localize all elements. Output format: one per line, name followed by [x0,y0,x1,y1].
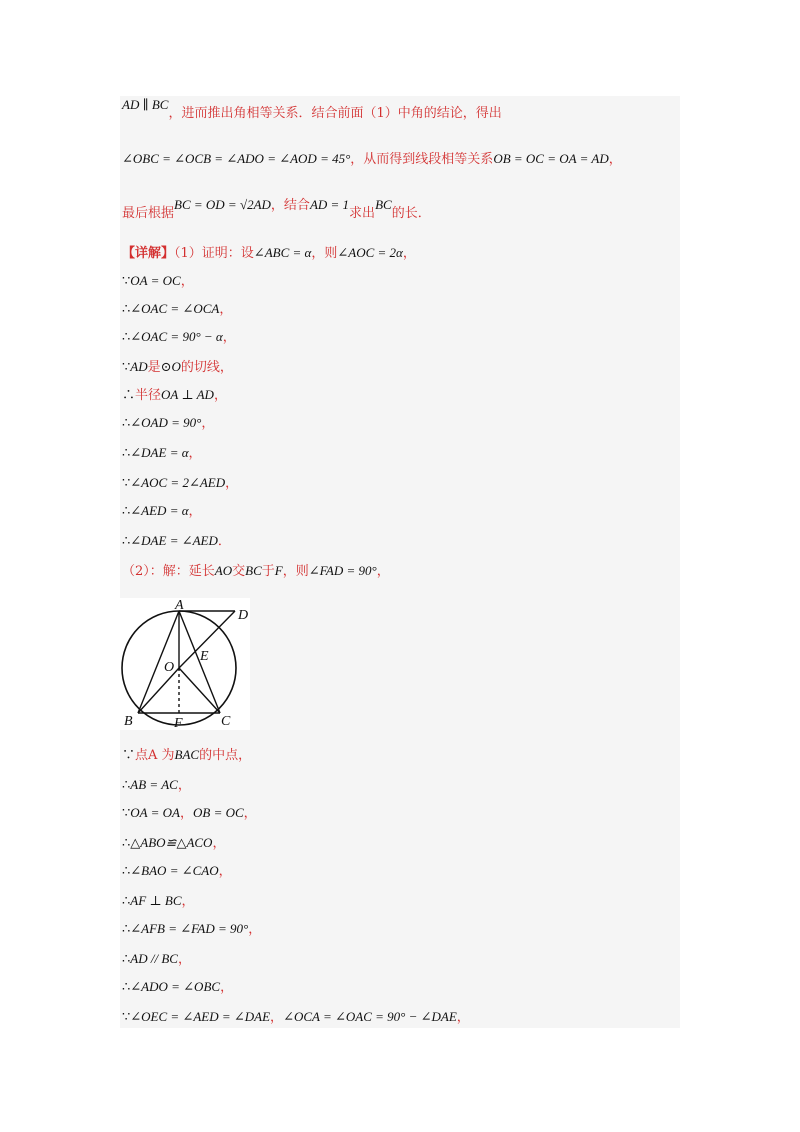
therefore-symbol: ∴ [122,416,131,431]
therefore-symbol: ∴ [122,778,131,793]
text: ，从而得到线段相等关系 [350,152,494,167]
text: ， [225,476,239,491]
math: ∠BAO = ∠CAO [130,863,219,878]
text: 半径 [135,388,162,403]
text: 于 [261,564,275,579]
math: ∠OAC = 90° − α [130,329,223,344]
label-d: D [238,608,249,623]
line-9 [122,386,227,405]
math: ∠AOC = 2α [337,245,403,260]
therefore-symbol: ∴ [122,952,131,967]
because-symbol: ∵ [122,806,131,821]
detail-tag: 【详解】 [122,246,175,261]
line-8 [122,358,233,377]
line-17 [122,776,191,795]
text: ， [201,416,215,431]
label-e: E [200,649,209,664]
text: ， [188,504,202,519]
text: ， [222,330,236,345]
therefore-symbol: ∴ [122,446,131,461]
line-2 [122,150,622,169]
math: ∠AFB = ∠FAD = 90° [130,921,249,936]
math: AD [130,359,148,374]
line-7 [122,328,236,347]
text: ， [188,446,202,461]
math-bc: BC [375,197,392,212]
text: （2）：解：延长 [122,564,215,579]
math: ∠ABC = α [253,245,312,260]
because-symbol: ∵ [122,748,136,763]
therefore-symbol: ∴ [122,836,131,851]
label-a: A [175,598,184,613]
line-20 [122,862,232,881]
line-18 [122,804,257,823]
math: AF ⊥ BC [130,893,182,908]
line-16 [122,746,251,765]
math-angle-equalities: ∠OBC = ∠OCB = ∠ADO = ∠AOD = 45° [122,151,351,166]
text: ， [179,806,193,821]
arc-bac: BAC [174,747,200,762]
therefore-symbol: ∴ [122,894,131,909]
therefore-symbol: ∴ [122,922,131,937]
line-11 [122,444,202,463]
math-ad-parallel-bc: AD ∥ BC [122,97,169,112]
text: 的中点， [199,748,252,763]
line-12 [122,474,238,493]
text: ， [456,1010,470,1025]
math: BC [245,563,262,578]
math: AD // BC [130,951,178,966]
text: 的切线， [180,360,233,375]
text: 点A 为 [135,748,175,763]
line-25 [122,1008,470,1027]
circle-diagram [120,598,250,730]
math: ∠OAC = ∠OCA [130,301,220,316]
math: OA ⊥ AD [161,387,214,402]
math: ∠ADO = ∠OBC [130,979,221,994]
math: ∠DAE = ∠AED [130,533,218,548]
because-symbol: ∵ [122,1010,131,1025]
math: F [274,563,283,578]
math-bc-od: BC = OD = √2AD [174,197,271,212]
line-14 [122,532,231,551]
because-symbol: ∵ [122,476,131,491]
text: ， [608,152,622,167]
text: ， [213,388,227,403]
line-21 [122,892,195,911]
text: ， [220,980,234,995]
text: ， [248,922,262,937]
circle-o: ⊙O [160,359,181,374]
line-5 [122,272,194,291]
text: ， [180,274,194,289]
therefore-symbol: ∴ [122,388,136,403]
line-3 [122,196,431,221]
line-4 [122,244,416,263]
text: ，结合 [270,198,310,213]
text: ， [177,952,191,967]
math: ∠AED = α [130,503,189,518]
text: ，则 [311,246,338,261]
text: 交 [232,564,246,579]
line-22 [122,920,261,939]
text: （1）证明：设 [174,246,254,261]
text: 是 [147,360,161,375]
therefore-symbol: ∴ [122,504,131,519]
text: ， [270,1010,284,1025]
line-1 [122,96,502,121]
text: ，则 [282,564,309,579]
math: △ABO≌△ACO [130,835,213,850]
text: ． [217,534,231,549]
because-symbol: ∵ [122,360,131,375]
because-symbol: ∵ [122,274,131,289]
line-10 [122,414,214,433]
segment-oc [179,668,220,713]
line-6 [122,300,232,319]
math: ∠OCA = ∠OAC = 90° − ∠DAE [283,1009,457,1024]
text: 最后根据 [122,206,175,221]
math: ∠DAE = α [130,445,189,460]
math: ∠OEC = ∠AED = ∠DAE [130,1009,271,1024]
math: ∠AOC = 2∠AED [130,475,226,490]
therefore-symbol: ∴ [122,980,131,995]
text: ， [177,778,191,793]
math-segment-equalities: OB = OC = OA = AD [493,151,609,166]
math: OB = OC [193,805,244,820]
text: ， [181,894,195,909]
math: OA = OC [130,273,181,288]
text: ， [219,302,233,317]
label-o: O [164,660,175,675]
line-13 [122,502,202,521]
math: ∠OAD = 90° [130,415,202,430]
math: ∠FAD = 90° [308,563,377,578]
label-f: F [174,716,183,730]
geometry-figure [120,598,250,730]
line-24 [122,978,233,997]
math: AO [214,563,233,578]
therefore-symbol: ∴ [122,330,131,345]
line-23 [122,950,191,969]
line-15 [122,562,390,581]
text: 求出 [349,206,376,221]
math: AB = AC [130,777,178,792]
text: 的长． [391,206,431,221]
text: ， [376,564,390,579]
text: ， [212,836,226,851]
math-ad-1: AD = 1 [309,197,350,212]
math: OA = OA [130,805,180,820]
therefore-symbol: ∴ [122,302,131,317]
therefore-symbol: ∴ [122,864,131,879]
therefore-symbol: ∴ [122,534,131,549]
label-c: C [221,714,231,729]
text: ，进而推出角相等关系．结合前面（1）中角的结论，得出 [168,106,502,121]
line-19 [122,834,225,853]
text: ， [402,246,416,261]
text: ， [243,806,257,821]
text: ， [218,864,232,879]
label-b: B [124,714,133,729]
